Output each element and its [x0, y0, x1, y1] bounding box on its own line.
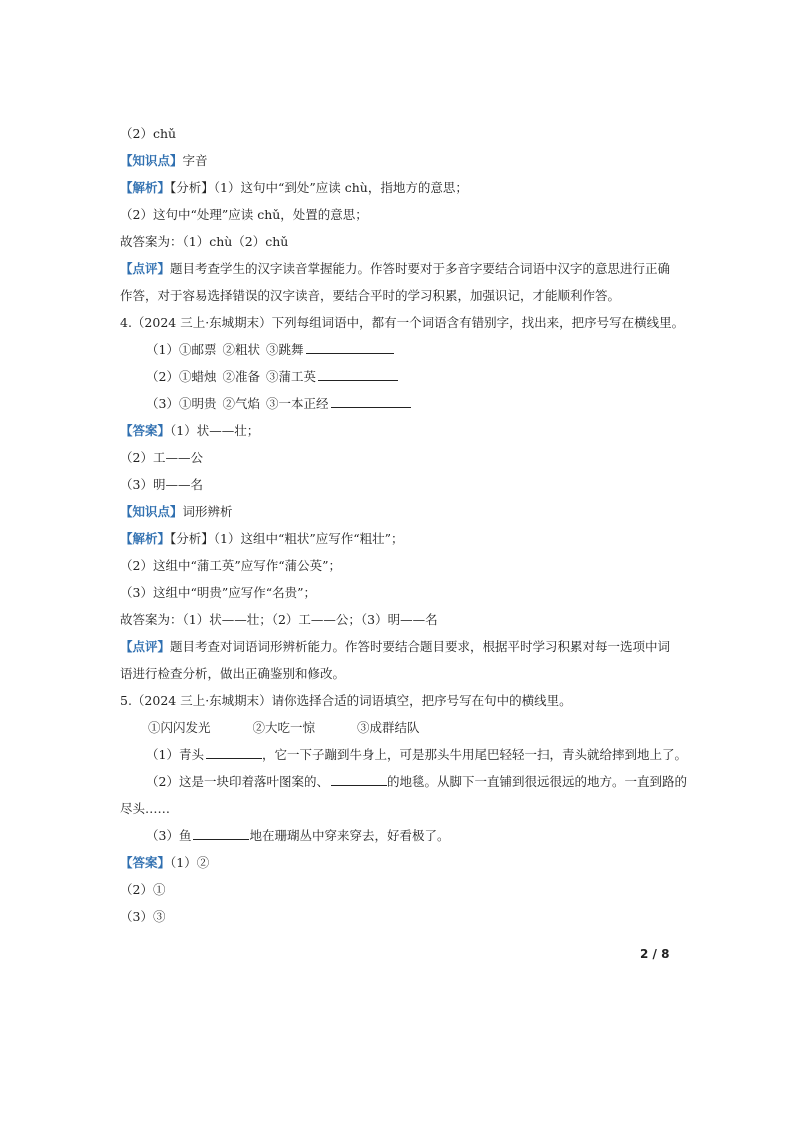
answer-blank[interactable] — [331, 773, 387, 786]
group-number: （2） — [146, 369, 179, 384]
question-4-stem: 4.（2024 三上·东城期末）下列每组词语中，都有一个词语含有错别字，找出来，把序号写在横线里。 — [120, 315, 685, 330]
analysis-line — [120, 179, 468, 197]
analysis-tag: 【解析】 — [120, 531, 171, 546]
answer-blank[interactable] — [318, 368, 398, 381]
option: ②粗状 — [222, 342, 260, 357]
final-answer-line: 故答案为：（1）状——壮；（2）工——公；（3）明——名 — [120, 612, 438, 627]
knowledge-point-text: 词形辨析 — [182, 504, 233, 519]
knowledge-point-tag: 【知识点】 — [120, 153, 183, 168]
knowledge-point-line — [120, 152, 208, 170]
word-option: ①闪闪发光 — [148, 720, 211, 735]
comment-tag: 【点评】 — [120, 639, 171, 654]
question-4-group-3 — [146, 395, 411, 413]
answer-blank[interactable] — [206, 746, 262, 759]
answer-tag: 【答案】 — [120, 855, 171, 870]
answer-line: （3）明——名 — [120, 477, 203, 492]
knowledge-point-tag: 【知识点】 — [120, 504, 183, 519]
question-5-sentence-3 — [146, 827, 449, 845]
final-answer-line: 故答案为：（1）chù（2）chǔ — [120, 234, 289, 249]
sentence-text: （1）青头 — [146, 747, 204, 762]
answer-blank[interactable] — [306, 341, 394, 354]
answer-text: （1）状——壮； — [170, 423, 260, 438]
analysis-line: （2）这组中“蒲工英”应写作“蒲公英”； — [120, 558, 342, 573]
comment-tag: 【点评】 — [120, 261, 171, 276]
comment-line: 语进行检查分析，做出正确鉴别和修改。 — [120, 666, 346, 681]
question-5-sentence-2-cont: 尽头…… — [120, 801, 171, 816]
answer-text: （1）② — [170, 855, 210, 870]
question-5-sentence-1 — [146, 746, 687, 764]
option: ①明贵 — [178, 396, 217, 411]
sentence-text: ，它一下子蹦到牛身上，可是那头牛用尾巴轻轻一扫，青头就给摔到地上了。 — [261, 747, 687, 762]
question-5-options — [148, 719, 420, 737]
group-number: （1） — [146, 342, 179, 357]
sentence-text: 地在珊瑚丛中穿来穿去，好看极了。 — [249, 828, 450, 843]
analysis-text: 【分析】（1）这句中“到处”应读 chù，指地方的意思； — [170, 180, 468, 195]
answer-line — [120, 854, 209, 872]
sentence-text: （2）这是一块印着落叶图案的、 — [146, 774, 329, 789]
question-4-group-2 — [146, 368, 398, 386]
sentence-text: （3）鱼 — [146, 828, 192, 843]
analysis-line — [120, 530, 404, 548]
analysis-line: （3）这组中“明贵”应写作“名贵”； — [120, 585, 317, 600]
comment-text: 题目考查学生的汉字读音掌握能力。作答时要对于多音字要结合词语中汉字的意思进行正确 — [170, 261, 671, 276]
comment-line — [120, 638, 670, 656]
option: ②气焰 — [222, 396, 260, 411]
answer-tag: 【答案】 — [120, 423, 171, 438]
answer-line: （3）③ — [120, 909, 166, 924]
comment-line: 作答，对于容易选择错误的汉字读音，要结合平时的学习积累，加强识记，才能顺利作答。 — [120, 288, 621, 303]
answer-line — [120, 422, 259, 440]
knowledge-point-line — [120, 503, 233, 521]
answer-blank[interactable] — [193, 827, 249, 840]
analysis-tag: 【解析】 — [120, 180, 171, 195]
comment-text: 题目考查对词语词形辨析能力。作答时要结合题目要求，根据平时学习积累对每一选项中词 — [170, 639, 671, 654]
knowledge-point-text: 字音 — [182, 153, 208, 168]
option: ①邮票 — [178, 342, 217, 357]
word-option: ③成群结队 — [357, 720, 420, 735]
sentence-text: 的地毯。从脚下一直铺到很远很远的地方。一直到路的 — [386, 774, 687, 789]
analysis-line: （2）这句中“处理”应读 chǔ，处置的意思； — [120, 207, 368, 222]
answer-line: （2）chǔ — [120, 126, 177, 141]
option: ③跳舞 — [265, 342, 304, 357]
question-4-group-1 — [146, 341, 394, 359]
option: ③蒲工英 — [265, 369, 316, 384]
answer-line: （2）工——公 — [120, 450, 203, 465]
analysis-text: 【分析】（1）这组中“粗状”应写作“粗壮”； — [170, 531, 404, 546]
comment-line — [120, 260, 670, 278]
page-number: 2 / 8 — [640, 947, 670, 961]
word-option: ②大吃一惊 — [252, 720, 316, 735]
answer-line: （2）① — [120, 882, 166, 897]
question-5-sentence-2 — [146, 773, 687, 791]
question-5-stem: 5.（2024 三上·东城期末）请你选择合适的词语填空，把序号写在句中的横线里。 — [120, 693, 572, 708]
answer-blank[interactable] — [331, 395, 411, 408]
option: ②准备 — [222, 369, 260, 384]
option: ③一本正经 — [265, 396, 329, 411]
group-number: （3） — [146, 396, 179, 411]
option: ①蜡烛 — [178, 369, 217, 384]
